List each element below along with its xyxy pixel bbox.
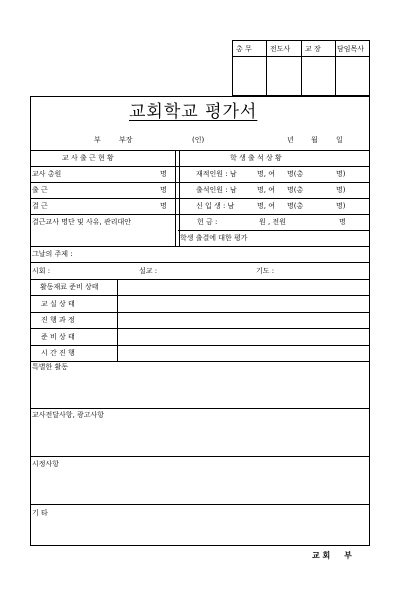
section-other: 기 타 [32, 509, 48, 517]
offering-unit: 명 [339, 218, 346, 226]
row-line [178, 230, 370, 231]
teacher-row-unit: 명 [160, 170, 167, 178]
row-line [30, 456, 370, 457]
check-item: 진 행 과 정 [41, 316, 75, 324]
check-item: 준 비 상 태 [41, 333, 75, 341]
student-row-unit: 명) [336, 202, 346, 210]
teacher-row-unit: 명 [160, 186, 167, 194]
check-item: 시 간 진 행 [41, 349, 75, 357]
teacher-row-label: 교사 총원 [32, 170, 62, 178]
absent-teacher-list-label: 결근교사 명단 및 사유, 관리대안 [32, 218, 132, 226]
approval-col-divider [301, 40, 302, 96]
month-label: 월 [311, 136, 318, 144]
approval-col-divider [335, 40, 336, 96]
footer-church-dept: 교 회 부 [312, 551, 352, 560]
row-line [30, 279, 370, 280]
row-line [30, 198, 370, 199]
theme-label: 그날의 주제 : [32, 250, 73, 258]
student-header: 학 생 출 석 상 황 [230, 154, 282, 162]
check-item: 교 실 상 태 [41, 300, 75, 308]
student-row-mid: 명, 여 [257, 170, 275, 178]
section-corrections: 시정사항 [32, 460, 60, 468]
section-special-activity: 특별한 활동 [32, 363, 69, 371]
offering-won: 원 , 전원 [259, 218, 286, 226]
row-line [30, 408, 370, 409]
teacher-row-label: 결 근 [32, 202, 48, 210]
check-item: 활동재료 준비 상태 [40, 283, 99, 291]
prayer-label: 기도 : [256, 267, 275, 275]
teacher-header: 교 사 출 근 현 황 [62, 154, 114, 162]
seal-label: (인) [192, 136, 205, 144]
student-row-end: 명(총 [287, 170, 304, 178]
row-line [30, 182, 370, 183]
dept-label: 부 [94, 136, 101, 144]
student-row-unit: 명) [336, 186, 346, 194]
approval-header-2: 전도사 [270, 45, 291, 53]
student-row-label: 신 입 생 : 남 [196, 202, 235, 210]
year-label: 년 [287, 136, 294, 144]
row-line [30, 262, 370, 263]
head-label: 부장 [119, 136, 133, 144]
hymn-label: 시회 : [32, 267, 51, 275]
day-label: 일 [336, 136, 343, 144]
page-title: 교회학교 평가서 [129, 102, 258, 122]
student-row-label: 재적인원 : 남 [196, 170, 237, 178]
row-line [30, 246, 370, 247]
student-row-unit: 명) [336, 170, 346, 178]
row-line [30, 214, 370, 215]
approval-header-1: 총 무 [236, 45, 252, 53]
approval-header-3: 교 장 [305, 45, 321, 53]
student-row-mid: 명, 여 [257, 202, 275, 210]
attendance-top-line [30, 150, 370, 151]
row-line [30, 328, 370, 329]
row-line [30, 295, 370, 296]
approval-col-divider [266, 40, 267, 96]
row-line [30, 345, 370, 346]
form-frame [30, 96, 370, 546]
check-col-divider [117, 279, 118, 361]
student-row-end: 명(총 [287, 186, 304, 194]
student-row-label: 출석인원 : 남 [196, 186, 237, 194]
teacher-row-label: 출 근 [32, 186, 48, 194]
row-line [30, 312, 370, 313]
row-line [30, 361, 370, 362]
student-row-mid: 명, 여 [257, 186, 275, 194]
student-eval-label: 학생 출결에 대한 평가 [180, 234, 248, 242]
student-row-end: 명(총 [287, 202, 304, 210]
approval-header-4: 담임목사 [337, 45, 365, 53]
section-notices: 교사전달사항, 광고사항 [32, 411, 105, 419]
teacher-row-unit: 명 [160, 202, 167, 210]
offering-label: 헌 금 : [197, 218, 218, 226]
sermon-label: 설교 : [139, 267, 158, 275]
attendance-header-line [30, 166, 370, 167]
row-line [30, 504, 370, 505]
